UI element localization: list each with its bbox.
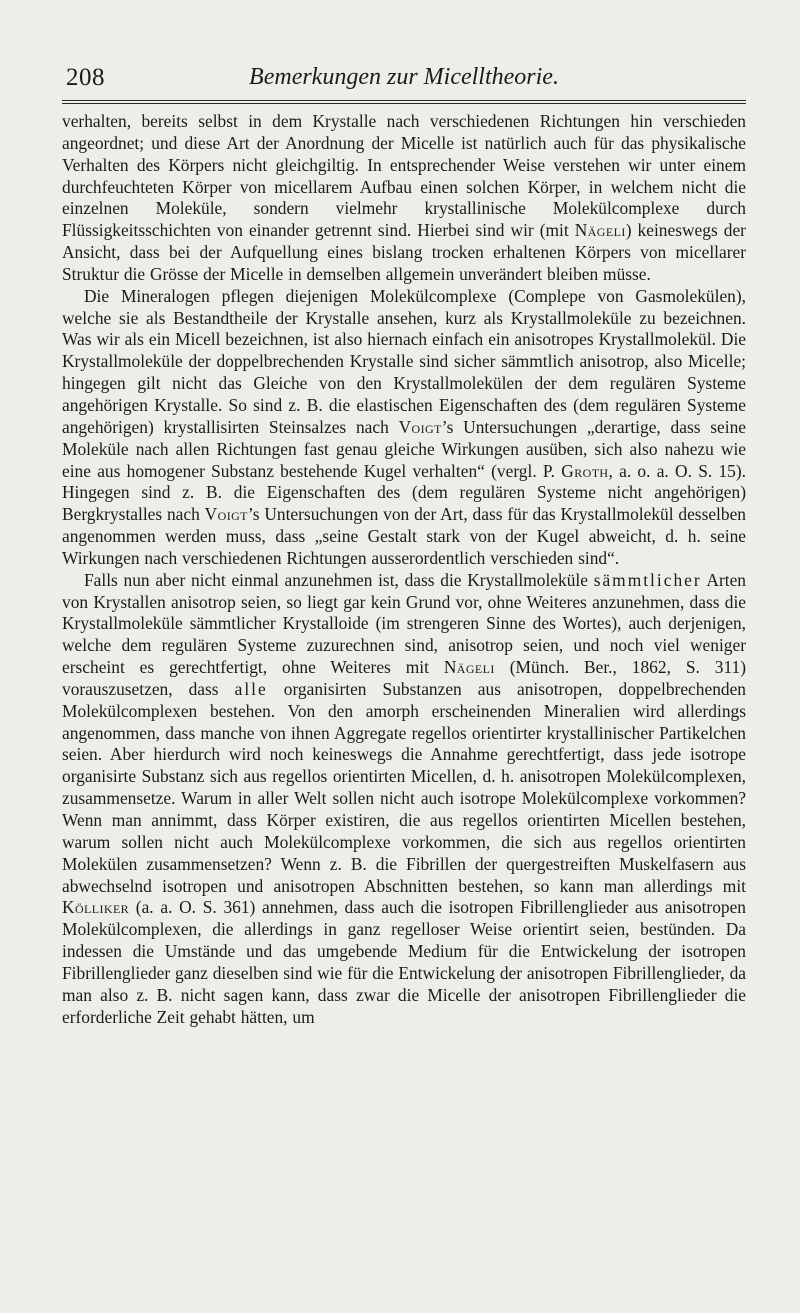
- text-segment: ) keineswegs der Ansicht, dass bei der Aufquellung eines bislang trocken erhaltenen Körpers von micellarer Struktur die Grösse der Micelle in demselben allgemein unverändert bleiben müsse.: [62, 220, 746, 284]
- paragraph: [62, 111, 746, 286]
- text-segment: Die Mineralogen pflegen diejenigen Molekülcomplexe (Complepe von Gasmolekülen), welche sie als Bestandtheile der Krystalle ansehen, kurz als Krystallmoleküle zu bezeichnen. Was wir als ein Micell bezeichnen, ist also hiernach einfach ein anisotropes Krystallmolekül. Die Krystallmoleküle der doppelbrechenden Krystalle sind sicher sämmtlich anisotrop, also Micelle; hingegen gilt nicht das Gleiche von den Krystallmolekülen der dem regulären Systeme angehörigen Krystalle. So sind z. B. die elastischen Eigenschaften des (dem regulären Systeme angehörigen) krystallisirten Steinsalzes nach: [62, 285, 746, 437]
- emphasized-text: sämmtlicher: [593, 569, 702, 590]
- author-name: Groth: [561, 460, 609, 481]
- text-segment: (a. a. O. S. 361) annehmen, dass auch die isotropen Fibrillenglieder aus anisotropen Molekülcomplexen, die allerdings in ganz regelloser Weise orientirt seien, bestünden. Da indessen die Umstände und das umgebende Medium für die Entwickelung der isotropen Fibrillenglieder ganz dieselben sind wie für die Entwickelung der anisotropen Fibrillenglieder, da man also z. B. nicht sagen kann, dass zwar die Micelle der anisotropen Fibrillenglieder die erforderliche Zeit gehabt hätten, um: [62, 897, 746, 1027]
- paragraph: [62, 570, 746, 1029]
- author-name: Kölliker: [62, 897, 130, 918]
- page-header: [62, 64, 746, 96]
- author-name: Voigt: [204, 504, 248, 525]
- author-name: Nägeli: [574, 220, 626, 241]
- text-segment: Arten von Krystallen anisotrop seien, so liegt gar kein Grund vor, ohne Weiteres anzunehmen, dass die Krystallmoleküle sämmtlicher Krystalloide (im strengeren Sinne des Wortes), auch derjenigen, welche dem regulären Systeme zuzurechnen sind, anisotrop seien, und noch viel weniger erscheint es gerechtfertigt, ohne Weiteres mit: [62, 569, 747, 678]
- text-segment: , a. o. a. O. S. 15). Hingegen sind z. B. die Eigenschaften des (dem regulären Systeme nicht angehörigen) Bergkrystalles nach: [62, 460, 746, 525]
- header-rule-top: [62, 100, 746, 101]
- page-number: 208: [66, 64, 105, 91]
- body-text: [62, 111, 746, 1028]
- header-rule-bottom: [62, 103, 746, 104]
- text-segment: ’s Untersuchungen „derartige, dass seine Moleküle nach allen Richtungen fast genau gleiche Wirkungen ausüben, sich also nahezu wie eine aus homogener Substanz bestehende Kugel verhalten“ (vergl. P.: [62, 416, 746, 481]
- paragraph: [62, 286, 746, 570]
- running-title: Bemerkungen zur Micelltheorie.: [249, 64, 559, 90]
- text-segment: verhalten, bereits selbst in dem Krystalle nach verschiedenen Richtungen hin verschieden angeordnet; und diese Art der Anordnung der Micelle ist natürlich auch für das physikalische Verhalten des Körpers nicht gleichgiltig. In entsprechender Weise verstehen wir unter einem durchfeuchteten Körper von micellarem Aufbau einen solchen Körper, in welchem nicht die einzelnen Moleküle, sondern vielmehr krystallinische Molekülcomplexe durch Flüssigkeitsschichten von einander getrennt sind. Hierbei sind wir (mit: [62, 111, 746, 241]
- author-name: Nägeli: [443, 657, 495, 678]
- text-segment: Falls nun aber nicht einmal anzunehmen ist, dass die Krystallmoleküle: [84, 569, 594, 590]
- text-segment: (Münch. Ber., 1862, S. 311) vorauszusetzen, dass: [62, 657, 747, 699]
- author-name: Voigt: [398, 416, 442, 437]
- emphasized-text: alle: [234, 678, 268, 699]
- text-segment: organisirten Substanzen aus anisotropen, doppelbrechenden Molekülcomplexen bestehen. Von den amorph erscheinenden Mineralien wird allerdings angenommen, dass manche von ihnen Aggregate regellos orientirter krystallinischer Partikelchen seien. Aber hierdurch wird noch keineswegs die Annahme gerechtfertigt, dass jede isotrope organisirte Substanz sich aus regellos orientirten Micellen, d. h. anisotropen Molekülcomplexen, zusammensetze. Warum in aller Welt sollen nicht auch isotrope Molekülcomplexe vorkommen? Wenn man annimmt, dass Körper existiren, die aus regellos orientirten Micellen bestehen, warum sollen nicht auch Molekülcomplexe vorkommen, die sich aus regellos orientirten Molekülen zusammensetzen? Wenn z. B. die Fibrillen der quergestreiften Muskelfasern aus abwechselnd isotropen und anisotropen Abschnitten bestehen, so kann man allerdings mit: [62, 678, 746, 896]
- text-segment: ’s Untersuchungen von der Art, dass für das Krystallmolekül desselben angenommen werden muss, dass „seine Gestalt stark von der Kugel abweicht, d. h. seine Wirkungen nach verschiedenen Richtungen ausserordentlich verschieden sind“.: [62, 504, 746, 568]
